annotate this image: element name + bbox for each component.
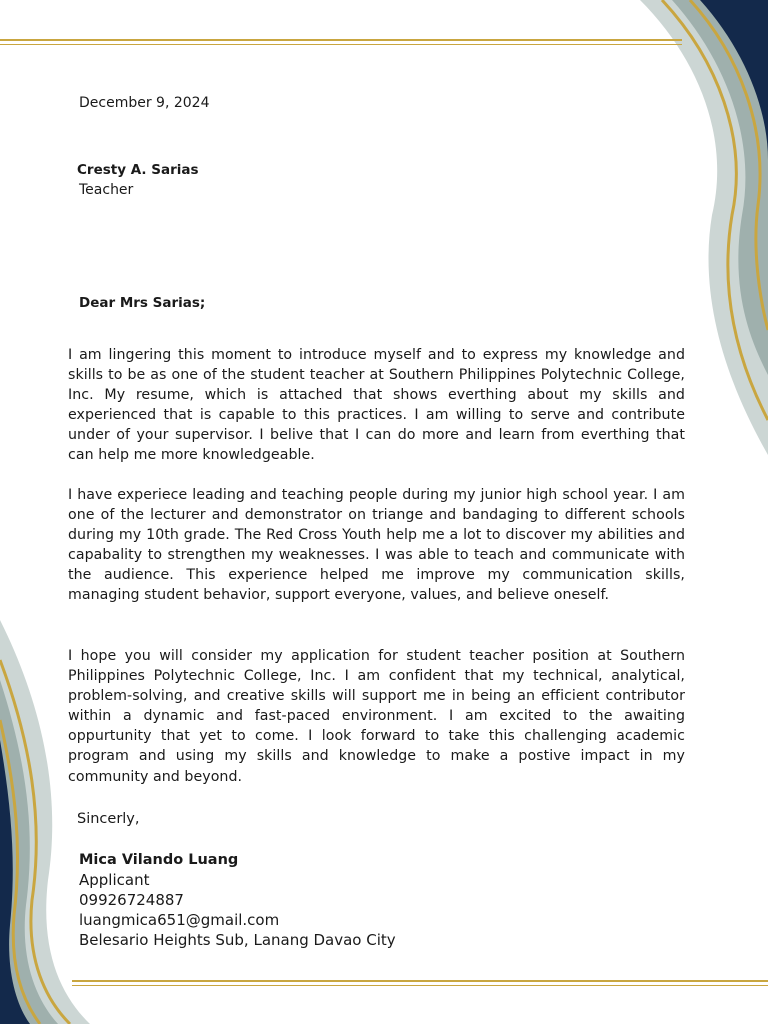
body-paragraph-1: I am lingering this moment to introduce myself and to express my knowledge and skills to be as one of the student teacher at Southern Philippines Polytechnic College, Inc. My resume, which is attached that shows everthing about my skills and experienced that is capable to this practices. I am willing to serve and contribute under of your supervisor. I belive that I can do more and learn from everthing that can help me more knowledgeable. [68, 347, 685, 464]
recipient-name: Cresty A. Sarias [77, 162, 199, 178]
bottom-gold-rule [72, 980, 768, 982]
sender-name: Mica Vilando Luang [79, 852, 239, 868]
sender-role: Applicant [79, 871, 150, 889]
sender-address: Belesario Heights Sub, Lanang Davao City [79, 931, 396, 949]
top-gold-rule [0, 39, 682, 41]
closing: Sincerly, [77, 811, 140, 827]
sender-phone: 09926724887 [79, 891, 184, 909]
signature-block [79, 850, 396, 950]
letter-date: December 9, 2024 [79, 95, 210, 111]
recipient-title: Teacher [79, 182, 134, 198]
salutation: Dear Mrs Sarias; [79, 295, 206, 311]
sender-email: luangmica651@gmail.com [79, 911, 280, 929]
body-paragraph-3: I hope you will consider my application for student teacher position at Southern Philippines Polytechnic College, Inc. I am confident that my technical, analytical, problem-solving, and creative skills will support me in being an efficient contributor within a dynamic and fast-paced environment. I am excited to the awaiting oppurtunity that yet to come. I look forward to take this challenging academic program and using my skills and knowledge to make a postive impact in my community and beyond. [68, 648, 685, 785]
body-paragraph-2: I have experiece leading and teaching people during my junior high school year. I am one of the lecturer and demonstrator on triange and bandaging to different schools during my 10th grade. The Red Cross Youth help me a lot to discover my abilities and capabality to strengthen my weaknesses. I was able to teach and communicate with the audience. This experience helped me improve my communication skills, managing student behavior, support everyone, values, and believe oneself. [68, 487, 685, 604]
